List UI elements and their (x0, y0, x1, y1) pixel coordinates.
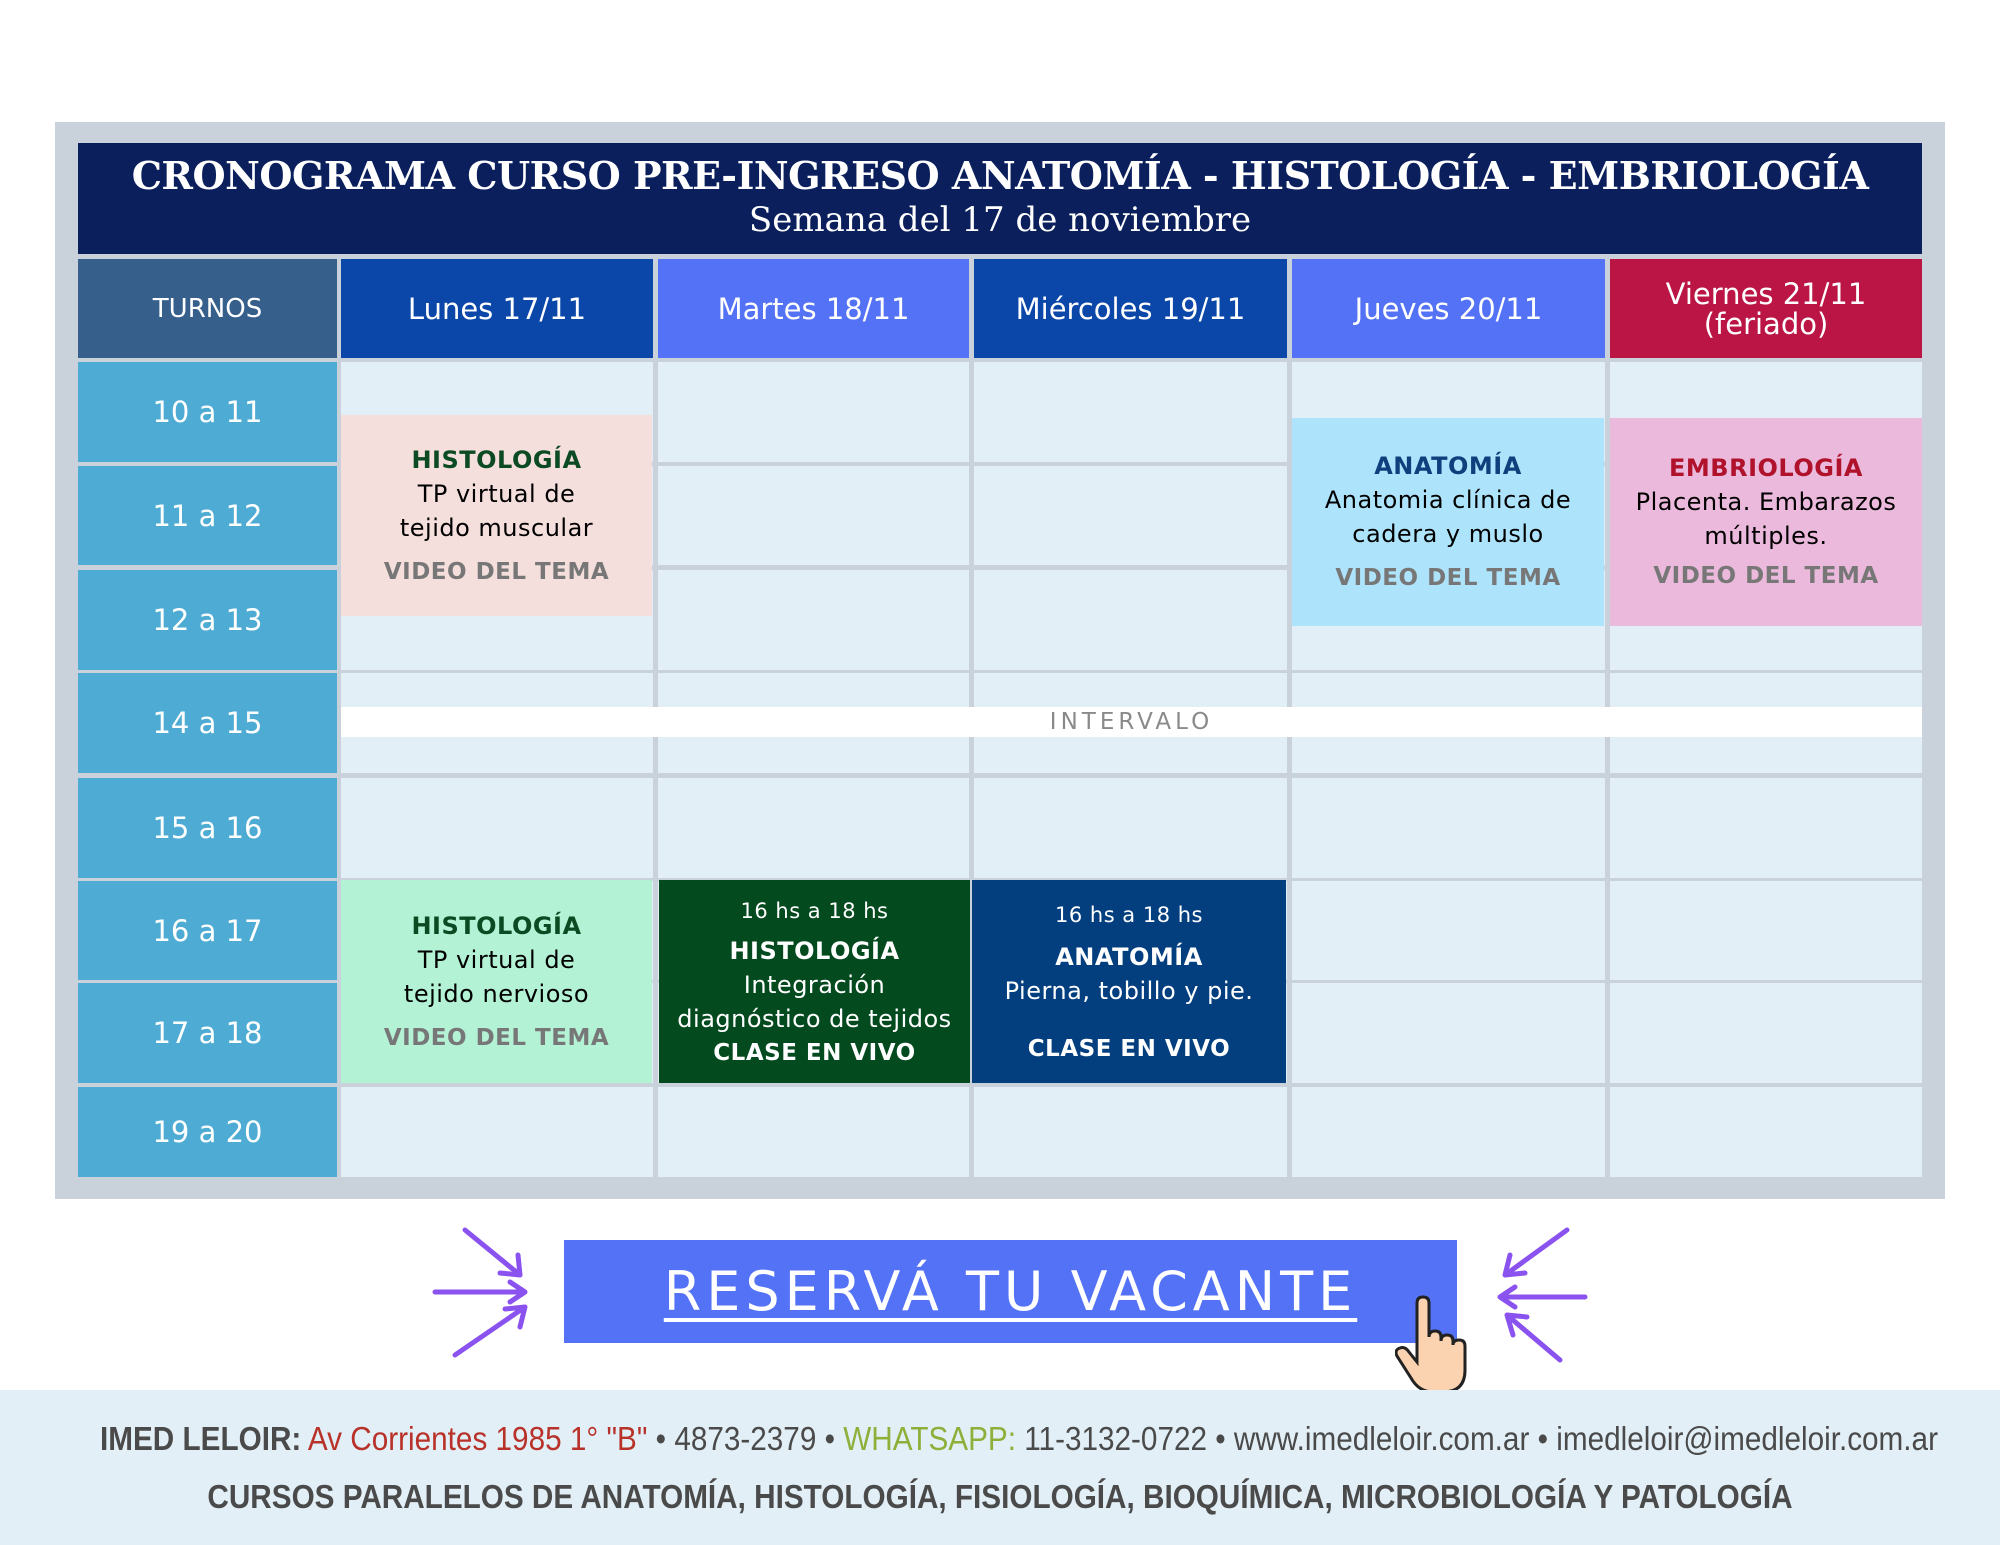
block-desc: TP virtual de (417, 479, 576, 508)
block-lunes-histologia (341, 415, 652, 616)
intervalo-band: INTERVALO (341, 707, 1922, 737)
video-link[interactable]: VIDEO DEL TEMA (1653, 563, 1879, 589)
block-time: 16 hs a 18 hs (740, 898, 889, 923)
schedule-cell (974, 1087, 1287, 1177)
block-time: 16 hs a 18 hs (1054, 902, 1203, 927)
time-slot-label: 15 a 16 (78, 778, 337, 878)
footer-phone: • 4873-2379 • (655, 1420, 836, 1457)
block-miercoles-anatomia (972, 880, 1286, 1083)
time-slot-label: 14 a 15 (78, 673, 337, 773)
schedule-cell (1292, 983, 1605, 1083)
time-slot-label: 17 a 18 (78, 983, 337, 1083)
schedule-cell (1610, 881, 1922, 980)
live-class-label: CLASE EN VIVO (713, 1039, 916, 1066)
schedule-cell (658, 362, 969, 462)
footer-address: Av Corrientes 1985 1° "B" (307, 1420, 648, 1457)
reserve-button-label: RESERVÁ TU VACANTE (663, 1260, 1358, 1323)
header-lunes: Lunes 17/11 (341, 259, 653, 358)
block-martes-histologia (659, 880, 970, 1083)
schedule-cell (658, 778, 969, 878)
page-title: CRONOGRAMA CURSO PRE-INGRESO ANATOMÍA - HISTOLOGÍA - EMBRIOLOGÍA (131, 153, 1869, 198)
block-desc: TP virtual de (417, 945, 576, 974)
schedule-cell (974, 778, 1287, 878)
block-jueves-anatomia (1292, 418, 1604, 626)
footer-contact (100, 1420, 1938, 1458)
block-desc: diagnóstico de tejidos (677, 1004, 952, 1033)
time-slot-label: 19 a 20 (78, 1087, 337, 1177)
video-link[interactable]: VIDEO DEL TEMA (383, 1024, 610, 1051)
time-slot-label: 16 a 17 (78, 881, 337, 980)
header-viernes (1610, 259, 1922, 358)
header-viernes-date: Viernes 21/11 (1665, 276, 1867, 311)
footer-whatsapp[interactable]: 11-3132-0722 (1024, 1420, 1207, 1457)
arrows-right-icon (1485, 1225, 1595, 1365)
block-desc: Placenta. Embarazos (1635, 488, 1897, 516)
video-link[interactable]: VIDEO DEL TEMA (383, 558, 610, 585)
footer (0, 1390, 2000, 1545)
reserve-button[interactable] (564, 1240, 1457, 1343)
block-desc: Anatomia clínica de (1324, 486, 1572, 514)
schedule-cell (658, 570, 969, 670)
block-desc: múltiples. (1704, 522, 1828, 550)
arrows-left-icon (430, 1225, 540, 1365)
schedule-cell (1292, 778, 1605, 878)
schedule-cell (658, 466, 969, 565)
time-slot-label: 10 a 11 (78, 362, 337, 462)
block-desc: Integración (743, 970, 886, 999)
title-bar (78, 143, 1922, 254)
schedule-cell (658, 1087, 969, 1177)
block-desc: cadera y muslo (1352, 520, 1544, 548)
block-desc: Pierna, tobillo y pie. (1004, 976, 1254, 1005)
block-title: HISTOLOGÍA (411, 911, 582, 940)
block-viernes-embriologia (1610, 418, 1922, 626)
block-desc: tejido nervioso (403, 979, 590, 1008)
page-subtitle: Semana del 17 de noviembre (748, 200, 1252, 240)
time-slot-label: 11 a 12 (78, 466, 337, 565)
header-martes: Martes 18/11 (658, 259, 969, 358)
header-viernes-note: (feriado) (1703, 306, 1829, 341)
schedule-cell (974, 466, 1287, 565)
schedule-cell (1292, 881, 1605, 980)
schedule-cell (1610, 983, 1922, 1083)
block-desc: tejido muscular (399, 513, 594, 542)
schedule-cell (1610, 1087, 1922, 1177)
schedule-cell (974, 362, 1287, 462)
header-jueves: Jueves 20/11 (1292, 259, 1605, 358)
block-title: ANATOMÍA (1055, 942, 1203, 971)
footer-courses: CURSOS PARALELOS DE ANATOMÍA, HISTOLOGÍA, FISIOLOGÍA, BIOQUÍMICA, MICROBIOLOGÍA Y PATOLOGÍA (207, 1478, 1793, 1515)
live-class-label: CLASE EN VIVO (1027, 1035, 1231, 1062)
header-miercoles: Miércoles 19/11 (974, 259, 1287, 358)
footer-brand: IMED LELOIR: (100, 1420, 302, 1457)
block-title: EMBRIOLOGÍA (1669, 454, 1863, 482)
footer-web-email[interactable]: • www.imedleloir.com.ar • imedleloir@imedleloir.com.ar (1215, 1420, 1938, 1457)
block-title: ANATOMÍA (1374, 452, 1522, 480)
schedule-cell (1292, 1087, 1605, 1177)
footer-whatsapp-label: WHATSAPP: (843, 1420, 1016, 1457)
video-link[interactable]: VIDEO DEL TEMA (1335, 565, 1561, 591)
schedule-cell (974, 570, 1287, 670)
schedule-cell (1610, 778, 1922, 878)
header-turnos: TURNOS (78, 259, 337, 358)
block-title: HISTOLOGÍA (411, 445, 582, 474)
schedule-cell (341, 1087, 653, 1177)
block-title: HISTOLOGÍA (729, 936, 900, 965)
block-lunes-histologia-pm (341, 880, 652, 1083)
hand-pointer-icon (1395, 1295, 1475, 1395)
schedule-cell (341, 778, 653, 878)
time-slot-label: 12 a 13 (78, 570, 337, 670)
